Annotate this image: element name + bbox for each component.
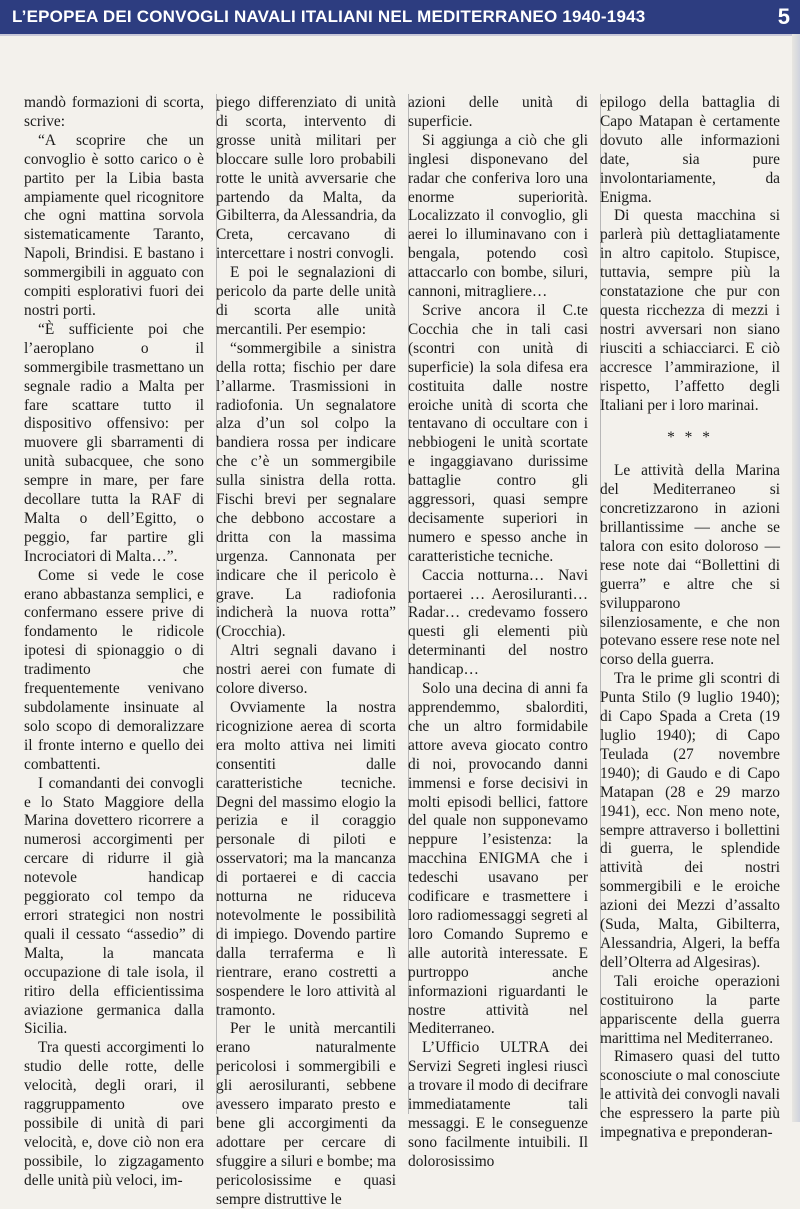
paragraph: Ovviamente la nostra ricognizione aerea di scorta era molto attiva nei limiti consentiti dalle caratteristiche tecniche. Degni del massimo elogio la perizia e il coraggio personale di piloti e osservatori; ma la mancanza di portaerei e di caccia notturna ne riduceva notevolmente le possibilità di impiego. Dovendo partire dalla terraferma e lì rientrare, erano costretti a sospendere le loro attività al tramonto. <box>216 699 396 1019</box>
paragraph: Altri segnali davano i nostri aerei con fumate di colore diverso. <box>216 642 396 698</box>
paragraph: piego differenziato di unità di scorta, intervento di grosse unità militari per bloccare sulle loro probabili rotte le unità avversarie che partendo da Malta, da Gibilterra, da Alessandria, da Creta, cercavano di intercettare i nostri convogli. <box>216 94 396 263</box>
paragraph: “sommergibile a sinistra della rotta; fischio per dare l’allarme. Trasmissioni in radiofonia. Un segnalatore alza d’un sol colpo la bandiera rossa per indicare che c’è un sommergibile sulla sinistra della rotta. Fischi brevi per segnalare che debbono accostare a dritta con la massima urgenza. Cannonata per indicare che il pericolo è grave. La radiofonia indicherà la nuova rotta” (Crocchia). <box>216 339 396 641</box>
article-body <box>24 94 794 1208</box>
paragraph: E poi le segnalazioni di pericolo da parte delle unità di scorta alle unità mercantili. Per esempio: <box>216 264 396 338</box>
text-column-4 <box>600 94 780 1142</box>
paragraph: I comandanti dei convogli e lo Stato Maggiore della Marina dovettero ricorrere a numerosi accorgimenti per cercare di ridurre il già notevole handicap peggiorato col tempo da errori strategici non nostri quali il cessato “assedio” di Malta, la mancata occupazione di tale isola, il ritiro della efficientissima aviazione germanica dalla Sicilia. <box>24 774 204 1038</box>
page-header <box>0 0 800 36</box>
paragraph: mandò formazioni di scorta, scrive: <box>24 94 204 130</box>
paragraph: Tra questi accorgimenti lo studio delle rotte, delle velocità, degli orari, il raggruppamento ove possibile di unità di pari velocità, e, dove ciò non era possibile, lo zigzagamento delle unità più veloci, im- <box>24 1039 204 1189</box>
paragraph: Le attività della Marina del Mediterraneo si concretizzarono in azioni brillantissime — anche se talora con esito doloroso — rese note dai “Bollettini di guerra” e altre che si svilupparono silenziosamente, e che non potevano essere rese note nel corso della guerra. <box>600 462 780 669</box>
page-number: 5 <box>777 4 790 29</box>
paragraph: Solo una decina di anni fa apprendemmo, sbalorditi, che un altro formidabile attore aveva giocato contro di noi, provocando danni immensi e forse decisivi in molti episodi bellici, fattore del quale non supponevamo neppure l’esistenza: la macchina ENIGMA che i tedeschi usavano per codificare e trasmettere i loro radiomessaggi segreti al loro Comando Supremo e alle autorità interessate. E purtroppo anche informazioni riguardanti le nostre attività nel Mediterraneo. <box>408 680 588 1038</box>
paragraph: Si aggiunga a ciò che gli inglesi disponevano del radar che conferiva loro una enorme superiorità. Localizzato il convoglio, gli aerei lo illuminavano con i bengala, potendo così attaccarlo con bombe, siluri, cannoni, mitragliere… <box>408 131 588 301</box>
text-column-3 <box>408 94 588 1170</box>
paragraph: “È sufficiente poi che l’aeroplano o il sommergibile trasmettano un segnale radio a Malta per fare scattare tutto il dispositivo offensivo: per muovere gli sbarramenti di unità subacquee, che sono sempre in mare, per fare decollare tutta la RAF di Malta o dell’Egitto, o peggio, far partire gli Incrociatori di Malta…”. <box>24 320 204 565</box>
paragraph: Per le unità mercantili erano naturalmente pericolosi i sommergibili e gli aerosiluranti, sebbene avessero imparato presto e bene gli accorgimenti da adottare per cercare di sfuggire a siluri e bombe; ma pericolosissime e quasi sempre distruttive le <box>216 1020 396 1208</box>
paragraph: Come si vede le cose erano abbastanza semplici, e confermano essere prive di fondamento le ridicole ipotesi di spionaggio o di tradimento che frequentemente venivano subdolamente insinuate al solo scopo di demoralizzare il fronte interno e quello dei combattenti. <box>24 566 204 773</box>
paragraph: L’Ufficio ULTRA dei Servizi Segreti inglesi riuscì a trovare il modo di decifrare immediatamente tali messaggi. E le conseguenze sono facilmente intuibili. Il dolorosissimo <box>408 1039 588 1170</box>
running-title: L’EPOPEA DEI CONVOGLI NAVALI ITALIANI NEL MEDITERRANEO 1940-1943 <box>12 7 646 26</box>
section-separator: * * * <box>667 429 713 447</box>
paragraph: epilogo della battaglia di Capo Matapan è certamente dovuto alle informazioni date, sia pure involontariamente, da Enigma. <box>600 94 780 206</box>
paragraph: “A scoprire che un convoglio è sotto carico o è partito per la Libia basta ampiamente quel ricognitore che ogni mattina sorvola sistematicamente Taranto, Napoli, Brindisi. E bastano i sommergibili in agguato con compiti esplorativi fuori dei nostri porti. <box>24 131 204 319</box>
paragraph: Di questa macchina si parlerà più dettagliatamente in altro capitolo. Stupisce, tuttavia, sempre più la constatazione che pur con questa ricchezza di mezzi i nostri avversari non siano riusciti a schiacciarci. E ciò accresce l’ammirazione, il rispetto, l’affetto degli Italiani per i loro marinai. <box>600 207 780 414</box>
paragraph: Tra le prime gli scontri di Punta Stilo (9 luglio 1940); di Capo Spada a Creta (19 luglio 1940); di Capo Teulada (27 novembre 1940); di Gaudo e di Capo Matapan (28 e 29 marzo 1941), ecc. Non meno note, sempre attraverso i bollettini di guerra, le splendide attività dei nostri sommergibili e le eroiche azioni dei Mezzi d’assalto (Suda, Malta, Gibilterra, Alessandria, Algeri, la beffa dell’Olterra ad Algesiras). <box>600 670 780 971</box>
paragraph: Scrive ancora il C.te Cocchia che in tali casi (scontri con unità di superficie) la sola difesa era costituita dalle nostre eroiche unità di scorta che tentavano di occultare con i nebbiogeni le unità scortate e ingaggiavano durissime battaglie contro gli aggressori, quasi sempre decisamente superiori in numero e spesso anche in caratteristiche tecniche. <box>408 301 588 565</box>
text-column-1 <box>24 94 204 1189</box>
paragraph: azioni delle unità di superficie. <box>408 94 588 130</box>
paragraph: Rimasero quasi del tutto sconosciute o mal conosciute le attività dei convogli navali che espressero la parte più impegnativa e preponderan- <box>600 1048 780 1142</box>
text-column-2 <box>216 94 396 1208</box>
paragraph: Tali eroiche operazioni costituirono la parte appariscente della guerra marittima nel Mediterraneo. <box>600 972 780 1047</box>
paragraph: Caccia notturna… Navi portaerei … Aerosiluranti… Radar… credevamo fossero questi gli elementi più determinanti del nostro handicap… <box>408 566 588 679</box>
